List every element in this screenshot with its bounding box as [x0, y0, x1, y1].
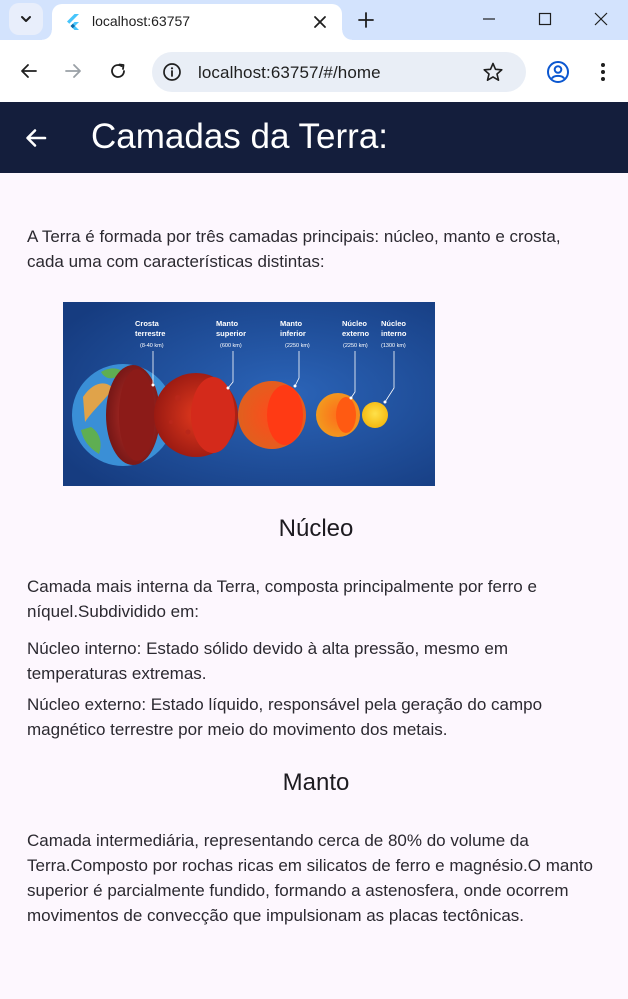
- back-nav-button[interactable]: [14, 56, 44, 86]
- tab-title: localhost:63757: [92, 13, 191, 29]
- nucleo-externo-text: Núcleo externo: Estado líquido, responsável pela geração do campo magnético terrestre por meio do movimento dos metais.: [27, 695, 543, 739]
- figure-label-crosta-range: (8-40 km): [140, 343, 164, 349]
- intro-paragraph: A Terra é formada por três camadas principais: núcleo, manto e crosta, cada uma com características distintas:: [27, 227, 561, 271]
- figure-label-nucleo-ext-line1: Núcleo: [342, 319, 368, 328]
- tab-search-button[interactable]: [9, 3, 43, 35]
- reload-icon: [109, 62, 127, 80]
- browser-menu-button[interactable]: [590, 58, 616, 86]
- browser-tab[interactable]: [52, 4, 342, 40]
- forward-nav-button[interactable]: [58, 56, 88, 86]
- arrow-left-icon: [24, 126, 48, 150]
- nucleo-interno-text: Núcleo interno: Estado sólido devido à alta pressão, mesmo em temperaturas extremas.: [27, 639, 508, 683]
- app-bar: [0, 102, 628, 173]
- maximize-button[interactable]: [516, 0, 574, 38]
- figure-label-manto-inf-line2: inferior: [280, 329, 306, 338]
- arrow-left-icon: [20, 62, 38, 80]
- app-back-button[interactable]: [20, 122, 52, 154]
- figure-label-nucleo-ext-range: (2250 km): [343, 343, 368, 349]
- browser-tab-strip: [0, 0, 628, 40]
- figure-label-manto-sup-range: (600 km): [220, 343, 242, 349]
- profile-icon[interactable]: [544, 58, 572, 86]
- figure-label-crosta-line1: Crosta: [135, 319, 159, 328]
- new-tab-button[interactable]: [352, 6, 380, 34]
- nucleo-heading: Núcleo: [278, 515, 354, 542]
- page-title: Camadas da Terra:: [91, 117, 389, 156]
- plus-icon: [358, 12, 374, 28]
- figure-label-manto-inf-line1: Manto: [280, 319, 303, 328]
- figure-label-nucleo-ext-line2: externo: [342, 329, 370, 338]
- figure-label-manto-inf-range: (2250 km): [285, 343, 310, 349]
- address-bar[interactable]: [152, 52, 526, 92]
- arrow-right-icon: [64, 62, 82, 80]
- nucleo-description: Camada mais interna da Terra, composta principalmente por ferro e níquel.Subdividido em:: [27, 577, 537, 621]
- figure-label-nucleo-int-line2: interno: [381, 329, 407, 338]
- info-icon[interactable]: [162, 62, 182, 82]
- figure-label-manto-sup-line2: superior: [216, 329, 247, 338]
- url-text[interactable]: localhost:63757/#/home: [198, 63, 381, 82]
- manto-description: Camada intermediária, representando cerca de 80% do volume da Terra.Composto por rochas ricas em silicatos de ferro e magnésio.O manto superior é parcialmente fundido, formando a astenosfera, onde ocorrem movimentos de convecção que impulsionam as placas tectônicas.: [27, 831, 593, 925]
- chevron-down-icon: [19, 12, 33, 26]
- figure-label-nucleo-int-range: (1300 km): [381, 343, 406, 349]
- figure-label-nucleo-int-line1: Núcleo: [381, 319, 407, 328]
- tab-close-button[interactable]: [308, 10, 332, 34]
- more-vertical-icon: [600, 62, 606, 82]
- close-icon: [313, 15, 327, 29]
- close-icon: [593, 11, 609, 27]
- figure-label-crosta-line2: terrestre: [135, 329, 166, 338]
- reload-button[interactable]: [103, 56, 133, 86]
- figure-label-manto-sup-line1: Manto: [216, 319, 239, 328]
- earth-layers-image: [63, 302, 435, 486]
- window-close-button[interactable]: [572, 0, 628, 38]
- flutter-icon: [64, 13, 82, 31]
- maximize-icon: [537, 11, 553, 27]
- browser-toolbar: [0, 40, 628, 102]
- star-icon[interactable]: [482, 61, 504, 83]
- minimize-icon: [481, 11, 497, 27]
- manto-heading: Manto: [282, 769, 350, 796]
- minimize-button[interactable]: [460, 0, 518, 38]
- app-page: [0, 102, 628, 999]
